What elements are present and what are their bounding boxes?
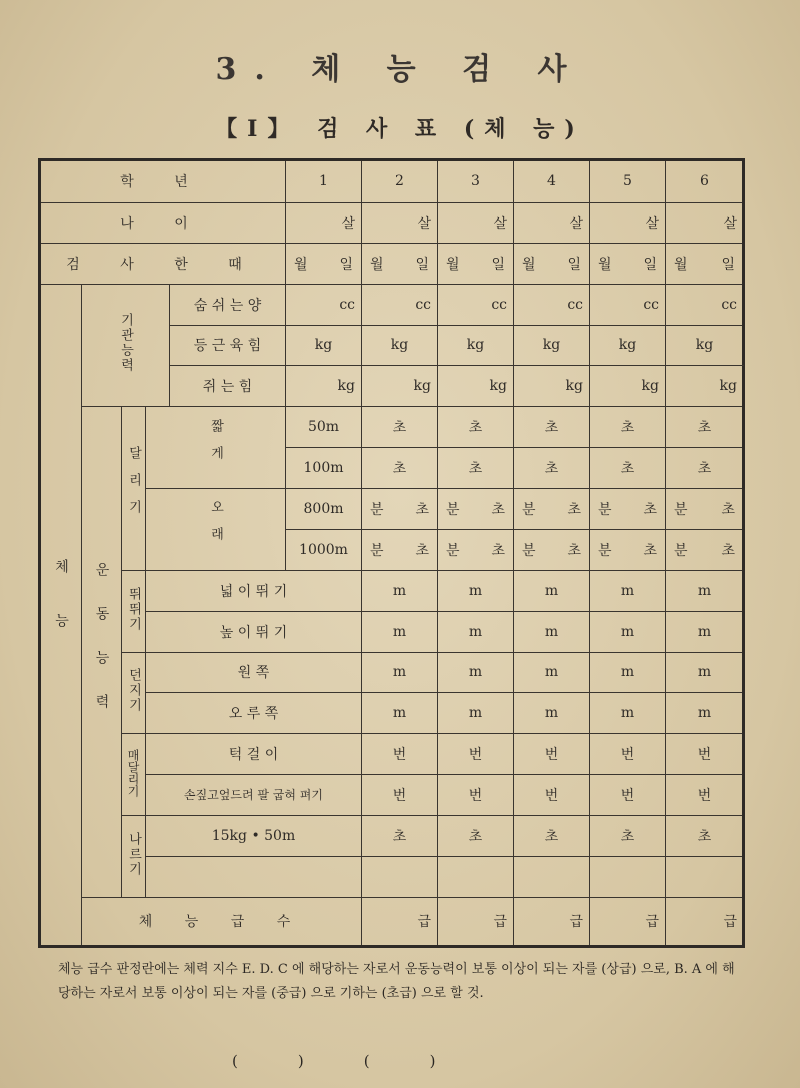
throw-item-name: 오 루 쪽 bbox=[146, 693, 362, 734]
value-cell: 초 bbox=[514, 407, 590, 448]
footnote: 체능 급수 판정란에는 체력 지수 E. D. C 에 해당하는 자로서 운동능력이 보통 이상이 되는 자를 (상급) 으로, B. A 에 해당하는 자로서 보통 이상이 되는 자를 (중급) 으로 기하는 (초급) 으로 할 것. bbox=[58, 962, 735, 1001]
value-cell: m bbox=[666, 652, 744, 693]
age-cell: 살 bbox=[286, 202, 362, 243]
value-cell bbox=[362, 856, 438, 897]
value-cell: 급 bbox=[590, 897, 666, 946]
value-cell: kg bbox=[286, 325, 362, 366]
value-cell: m bbox=[590, 693, 666, 734]
value-cell: 분 초 bbox=[590, 529, 666, 570]
value-cell: 분 초 bbox=[666, 529, 744, 570]
throw-label: 던지기 bbox=[122, 652, 146, 734]
value-cell: kg bbox=[438, 366, 514, 407]
value-cell: m bbox=[362, 570, 438, 611]
value-cell: 번 bbox=[514, 734, 590, 775]
bracket-mark: ) bbox=[429, 1052, 436, 1070]
bracket-mark: ( bbox=[363, 1052, 370, 1070]
organ-item-name: 쥐 는 힘 bbox=[170, 366, 286, 407]
grade-cell: 2 bbox=[362, 160, 438, 203]
value-cell: 분 초 bbox=[438, 489, 514, 530]
value-cell: m bbox=[514, 570, 590, 611]
carry-row bbox=[40, 816, 744, 857]
value-cell: m bbox=[362, 611, 438, 652]
grade-cell: 6 bbox=[666, 160, 744, 203]
grade-cell: 1 bbox=[286, 160, 362, 203]
organ-label: 기관능력 bbox=[82, 284, 170, 407]
value-cell: 초 bbox=[514, 448, 590, 489]
date-cell: 월 일 bbox=[514, 243, 590, 284]
organ-item-name: 등 근 육 힘 bbox=[170, 325, 286, 366]
value-cell: 번 bbox=[362, 734, 438, 775]
value-cell: 초 bbox=[590, 407, 666, 448]
value-cell: 초 bbox=[666, 816, 744, 857]
value-cell: kg bbox=[590, 325, 666, 366]
value-cell bbox=[438, 856, 514, 897]
value-cell: 분 초 bbox=[666, 489, 744, 530]
value-cell: m bbox=[438, 652, 514, 693]
carry-item-name bbox=[146, 856, 362, 897]
carry-item-name: 15kg • 50m bbox=[146, 816, 362, 857]
hang-label: 매달리기 bbox=[122, 734, 146, 816]
value-cell: 초 bbox=[438, 448, 514, 489]
hang-item-name: 손짚고엎드려 팔 굽혀 펴기 bbox=[146, 775, 362, 816]
date-row bbox=[40, 243, 744, 284]
jump-row bbox=[40, 611, 744, 652]
grade-cell: 3 bbox=[438, 160, 514, 203]
value-cell: kg bbox=[514, 325, 590, 366]
grade-label: 학 년 bbox=[40, 160, 286, 203]
value-cell: 번 bbox=[362, 775, 438, 816]
value-cell: 번 bbox=[590, 734, 666, 775]
value-cell: kg bbox=[438, 325, 514, 366]
value-cell: 분 초 bbox=[362, 489, 438, 530]
run-item-name: 800m bbox=[286, 489, 362, 530]
fitness-grade-row bbox=[40, 897, 744, 946]
date-label: 검 사 한 때 bbox=[40, 243, 286, 284]
value-cell: m bbox=[362, 652, 438, 693]
run-row bbox=[40, 489, 744, 530]
grade-row bbox=[40, 160, 744, 203]
value-cell: cc bbox=[590, 284, 666, 325]
date-cell: 월 일 bbox=[590, 243, 666, 284]
jump-item-name: 높 이 뛰 기 bbox=[146, 611, 362, 652]
value-cell: 번 bbox=[514, 775, 590, 816]
value-cell: 초 bbox=[514, 816, 590, 857]
carry-row bbox=[40, 856, 744, 897]
value-cell bbox=[590, 856, 666, 897]
long-run-label: 오래 bbox=[146, 489, 286, 571]
hang-row bbox=[40, 734, 744, 775]
bottom-brackets bbox=[232, 1052, 552, 1070]
value-cell: m bbox=[514, 693, 590, 734]
value-cell: 분 초 bbox=[514, 529, 590, 570]
value-cell: 번 bbox=[590, 775, 666, 816]
value-cell: 분 초 bbox=[590, 489, 666, 530]
page-title: 3. 체 능 검 사 bbox=[215, 52, 585, 87]
jump-item-name: 넓 이 뛰 기 bbox=[146, 570, 362, 611]
value-cell: 초 bbox=[590, 816, 666, 857]
value-cell: cc bbox=[438, 284, 514, 325]
value-cell: 번 bbox=[438, 734, 514, 775]
jump-row bbox=[40, 570, 744, 611]
run-row bbox=[40, 407, 744, 448]
run-item-name: 100m bbox=[286, 448, 362, 489]
value-cell: 초 bbox=[590, 448, 666, 489]
throw-item-name: 원 쪽 bbox=[146, 652, 362, 693]
age-cell: 살 bbox=[666, 202, 744, 243]
jump-label: 뛰뛰기 bbox=[122, 570, 146, 652]
value-cell: kg bbox=[362, 366, 438, 407]
value-cell: cc bbox=[666, 284, 744, 325]
run-item-name: 50m bbox=[286, 407, 362, 448]
age-cell: 살 bbox=[590, 202, 666, 243]
value-cell: kg bbox=[362, 325, 438, 366]
value-cell: kg bbox=[666, 325, 744, 366]
value-cell: 초 bbox=[362, 816, 438, 857]
value-cell: 초 bbox=[362, 448, 438, 489]
value-cell: m bbox=[362, 693, 438, 734]
hang-row bbox=[40, 775, 744, 816]
value-cell: cc bbox=[362, 284, 438, 325]
value-cell: 번 bbox=[438, 775, 514, 816]
value-cell: 급 bbox=[438, 897, 514, 946]
value-cell: m bbox=[514, 652, 590, 693]
age-label: 나 이 bbox=[40, 202, 286, 243]
run-item-name: 1000m bbox=[286, 529, 362, 570]
value-cell: 급 bbox=[362, 897, 438, 946]
value-cell: kg bbox=[666, 366, 744, 407]
age-cell: 살 bbox=[438, 202, 514, 243]
table-subtitle: 【Ⅰ】 검 사 표 (체 능) bbox=[215, 116, 585, 142]
fitness-grade-label: 체 능 급 수 bbox=[82, 897, 362, 946]
value-cell: kg bbox=[590, 366, 666, 407]
value-cell: m bbox=[438, 611, 514, 652]
value-cell: m bbox=[666, 693, 744, 734]
value-cell: m bbox=[666, 611, 744, 652]
value-cell: m bbox=[590, 611, 666, 652]
value-cell: 초 bbox=[438, 816, 514, 857]
carry-label: 나르기 bbox=[122, 816, 146, 898]
value-cell: 분 초 bbox=[362, 529, 438, 570]
hang-item-name: 턱 걸 이 bbox=[146, 734, 362, 775]
value-cell: 초 bbox=[666, 448, 744, 489]
value-cell: m bbox=[438, 570, 514, 611]
throw-row bbox=[40, 652, 744, 693]
grade-cell: 5 bbox=[590, 160, 666, 203]
value-cell: m bbox=[438, 693, 514, 734]
value-cell: 분 초 bbox=[514, 489, 590, 530]
value-cell: cc bbox=[514, 284, 590, 325]
value-cell: m bbox=[666, 570, 744, 611]
bracket-mark: ) bbox=[297, 1052, 304, 1070]
value-cell: m bbox=[514, 611, 590, 652]
value-cell: 초 bbox=[666, 407, 744, 448]
age-row bbox=[40, 202, 744, 243]
value-cell: 번 bbox=[666, 775, 744, 816]
date-cell: 월 일 bbox=[666, 243, 744, 284]
date-cell: 월 일 bbox=[438, 243, 514, 284]
organ-row bbox=[40, 284, 744, 325]
bracket-mark: ( bbox=[232, 1052, 238, 1070]
value-cell: 분 초 bbox=[438, 529, 514, 570]
age-cell: 살 bbox=[362, 202, 438, 243]
value-cell: 번 bbox=[666, 734, 744, 775]
value-cell: cc bbox=[286, 284, 362, 325]
motor-label: 운동능력 bbox=[82, 407, 122, 898]
value-cell: 급 bbox=[666, 897, 744, 946]
value-cell: kg bbox=[286, 366, 362, 407]
grade-cell: 4 bbox=[514, 160, 590, 203]
throw-row bbox=[40, 693, 744, 734]
section-main-label: 체능 bbox=[40, 284, 82, 946]
run-label: 달리기 bbox=[122, 407, 146, 571]
organ-item-name: 숨 쉬 는 양 bbox=[170, 284, 286, 325]
value-cell: m bbox=[590, 652, 666, 693]
age-cell: 살 bbox=[514, 202, 590, 243]
value-cell: 초 bbox=[362, 407, 438, 448]
date-cell: 월 일 bbox=[362, 243, 438, 284]
value-cell bbox=[666, 856, 744, 897]
fitness-test-table bbox=[38, 158, 745, 948]
short-run-label: 짧게 bbox=[146, 407, 286, 489]
value-cell: 초 bbox=[438, 407, 514, 448]
value-cell: 급 bbox=[514, 897, 590, 946]
value-cell bbox=[514, 856, 590, 897]
value-cell: kg bbox=[514, 366, 590, 407]
date-cell: 월 일 bbox=[286, 243, 362, 284]
value-cell: m bbox=[590, 570, 666, 611]
